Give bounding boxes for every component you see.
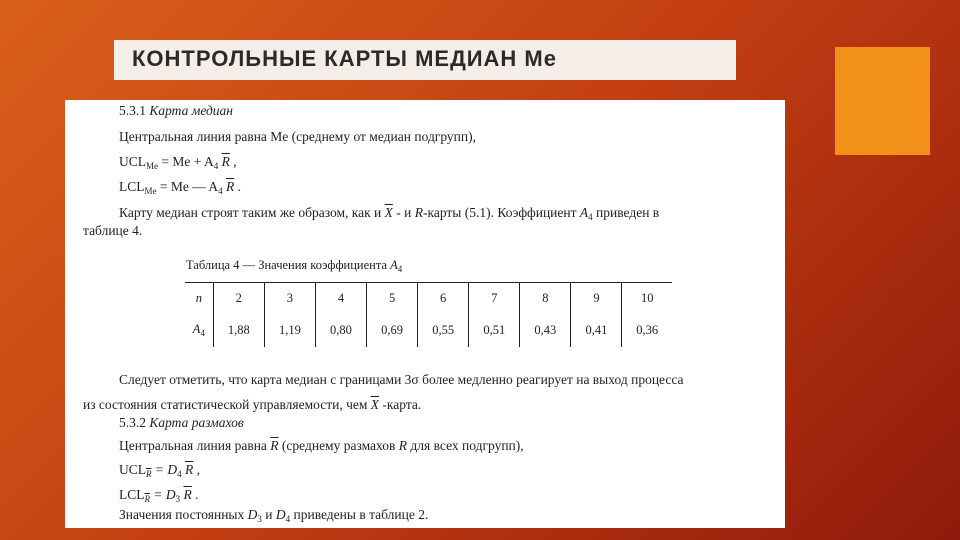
cl2-b: (среднему размахов [281, 438, 396, 453]
para1-coef-sub: 4 [588, 212, 593, 222]
coefficient-table [185, 282, 672, 347]
table-cell: 1,19 [264, 313, 315, 347]
lcl2-r: $\overline{R}$ [183, 487, 192, 502]
table-cell: 0,41 [571, 313, 622, 347]
table-cell: 1,88 [213, 313, 264, 347]
lcl-formula [119, 179, 241, 199]
para1-x: $\overline{X}$ [384, 205, 393, 220]
slide-title: КОНТРОЛЬНЫЕ КАРТЫ МЕДИАН Me [132, 46, 557, 71]
lcl2-label: LCL [119, 487, 145, 502]
table-cell: 2 [213, 283, 264, 314]
para1-r: R [414, 205, 423, 220]
table-cell: 0,55 [418, 313, 469, 347]
lcl-r-formula [119, 487, 198, 507]
last-d4-sub: 4 [285, 514, 291, 524]
center-line-text: Центральная линия равна Me (среднему от медиан подгрупп), [119, 129, 476, 144]
row-head-sub: 4 [200, 328, 205, 338]
table-cell: 0,36 [622, 313, 672, 347]
table-caption-text: Таблица 4 — Значения коэффициента [186, 258, 388, 272]
section-heading-1 [119, 103, 233, 119]
section-heading-2 [119, 415, 244, 431]
para1-c: -карты (5.1). Коэффициент [422, 205, 577, 220]
accent-square [835, 47, 930, 155]
center-line-text-2 [119, 438, 524, 454]
ucl-sub: Me [146, 161, 158, 171]
ucl2-label: UCL [119, 462, 146, 477]
paragraph-1 [119, 205, 659, 225]
cl2-r2: R [398, 438, 408, 453]
para2-b: -карта. [382, 397, 422, 412]
ucl2-expr: = D [151, 462, 178, 477]
table-row [185, 313, 672, 347]
para1-coef: A [579, 205, 589, 220]
lcl-r: $\overline{R}$ [226, 179, 235, 194]
table-row [185, 283, 672, 314]
last-d3: D [247, 507, 258, 522]
lcl-tail: . [234, 179, 241, 194]
table-cell: 9 [571, 283, 622, 314]
last-line [119, 507, 428, 527]
table-cell: 7 [469, 283, 520, 314]
last-and: и [265, 507, 273, 522]
row-head: A [192, 322, 201, 336]
table-cell: 0,51 [469, 313, 520, 347]
section-number: 5.3.1 [119, 103, 146, 118]
ucl2-d-sub: 4 [177, 469, 182, 479]
para1-d: приведен в [596, 205, 660, 220]
cl2-r: $\overline{R}$ [270, 438, 279, 453]
table-cell: 0,43 [520, 313, 571, 347]
ucl-expr: = Me + A [158, 154, 214, 169]
table-caption-sym: A [390, 258, 398, 272]
para2-x: $\overline{X}$ [370, 397, 380, 412]
ucl-formula [119, 154, 237, 174]
section-title: Карта размахов [149, 415, 244, 430]
table-cell: 3 [264, 283, 315, 314]
table-cell: 4 [315, 283, 366, 314]
ucl-r: $\overline{R}$ [221, 154, 230, 169]
lcl2-expr: = D [150, 487, 176, 502]
last-d4: D [275, 507, 286, 522]
table-caption [186, 257, 402, 277]
lcl-expr: = Me — A [156, 179, 219, 194]
document-image [65, 100, 785, 528]
ucl-a-sub: 4 [213, 161, 219, 171]
last-b: приведены в таблице 2. [293, 507, 429, 522]
lcl-sub: Me [144, 186, 157, 196]
table-cell: 5 [367, 283, 418, 314]
table-cell: 0,80 [315, 313, 366, 347]
last-d3-sub: 3 [257, 514, 262, 524]
table-cell: n [185, 283, 213, 314]
table-cell [185, 313, 213, 347]
paragraph-1-cont: таблице 4. [83, 223, 143, 238]
ucl2-sub: R [146, 469, 152, 479]
ucl2-r: $\overline{R}$ [184, 462, 194, 477]
lcl2-tail: . [191, 487, 199, 502]
lcl2-d-sub: 3 [175, 494, 181, 504]
para2-a: из состояния статистической управляемости, чем [83, 397, 368, 412]
cl2-a: Центральная линия равна [119, 438, 267, 453]
lcl-label: LCL [119, 179, 145, 194]
para1-b: - и [396, 205, 412, 220]
paragraph-2-cont [83, 397, 421, 413]
lcl2-sub: R [144, 494, 150, 504]
ucl-label: UCL [119, 154, 146, 169]
ucl-tail: , [229, 154, 237, 169]
table-cell: 10 [622, 283, 672, 314]
table-caption-sub: 4 [397, 264, 403, 274]
section-number: 5.3.2 [119, 415, 146, 430]
table-cell: 0,69 [367, 313, 418, 347]
ucl2-tail: , [193, 462, 200, 477]
ucl-r-formula [119, 462, 200, 482]
slide-title-box [114, 40, 736, 80]
last-a: Значения постоянных [119, 507, 245, 522]
cl2-c: для всех подгрупп), [410, 438, 524, 453]
lcl-a-sub: 4 [218, 186, 223, 196]
para1-a: Карту медиан строят таким же образом, как и [119, 205, 382, 220]
table-cell: 6 [418, 283, 469, 314]
paragraph-2: Следует отметить, что карта медиан с границами 3σ более медленно реагирует на выход процесса [119, 372, 684, 387]
section-title: Карта медиан [149, 103, 233, 118]
table-cell: 8 [520, 283, 571, 314]
